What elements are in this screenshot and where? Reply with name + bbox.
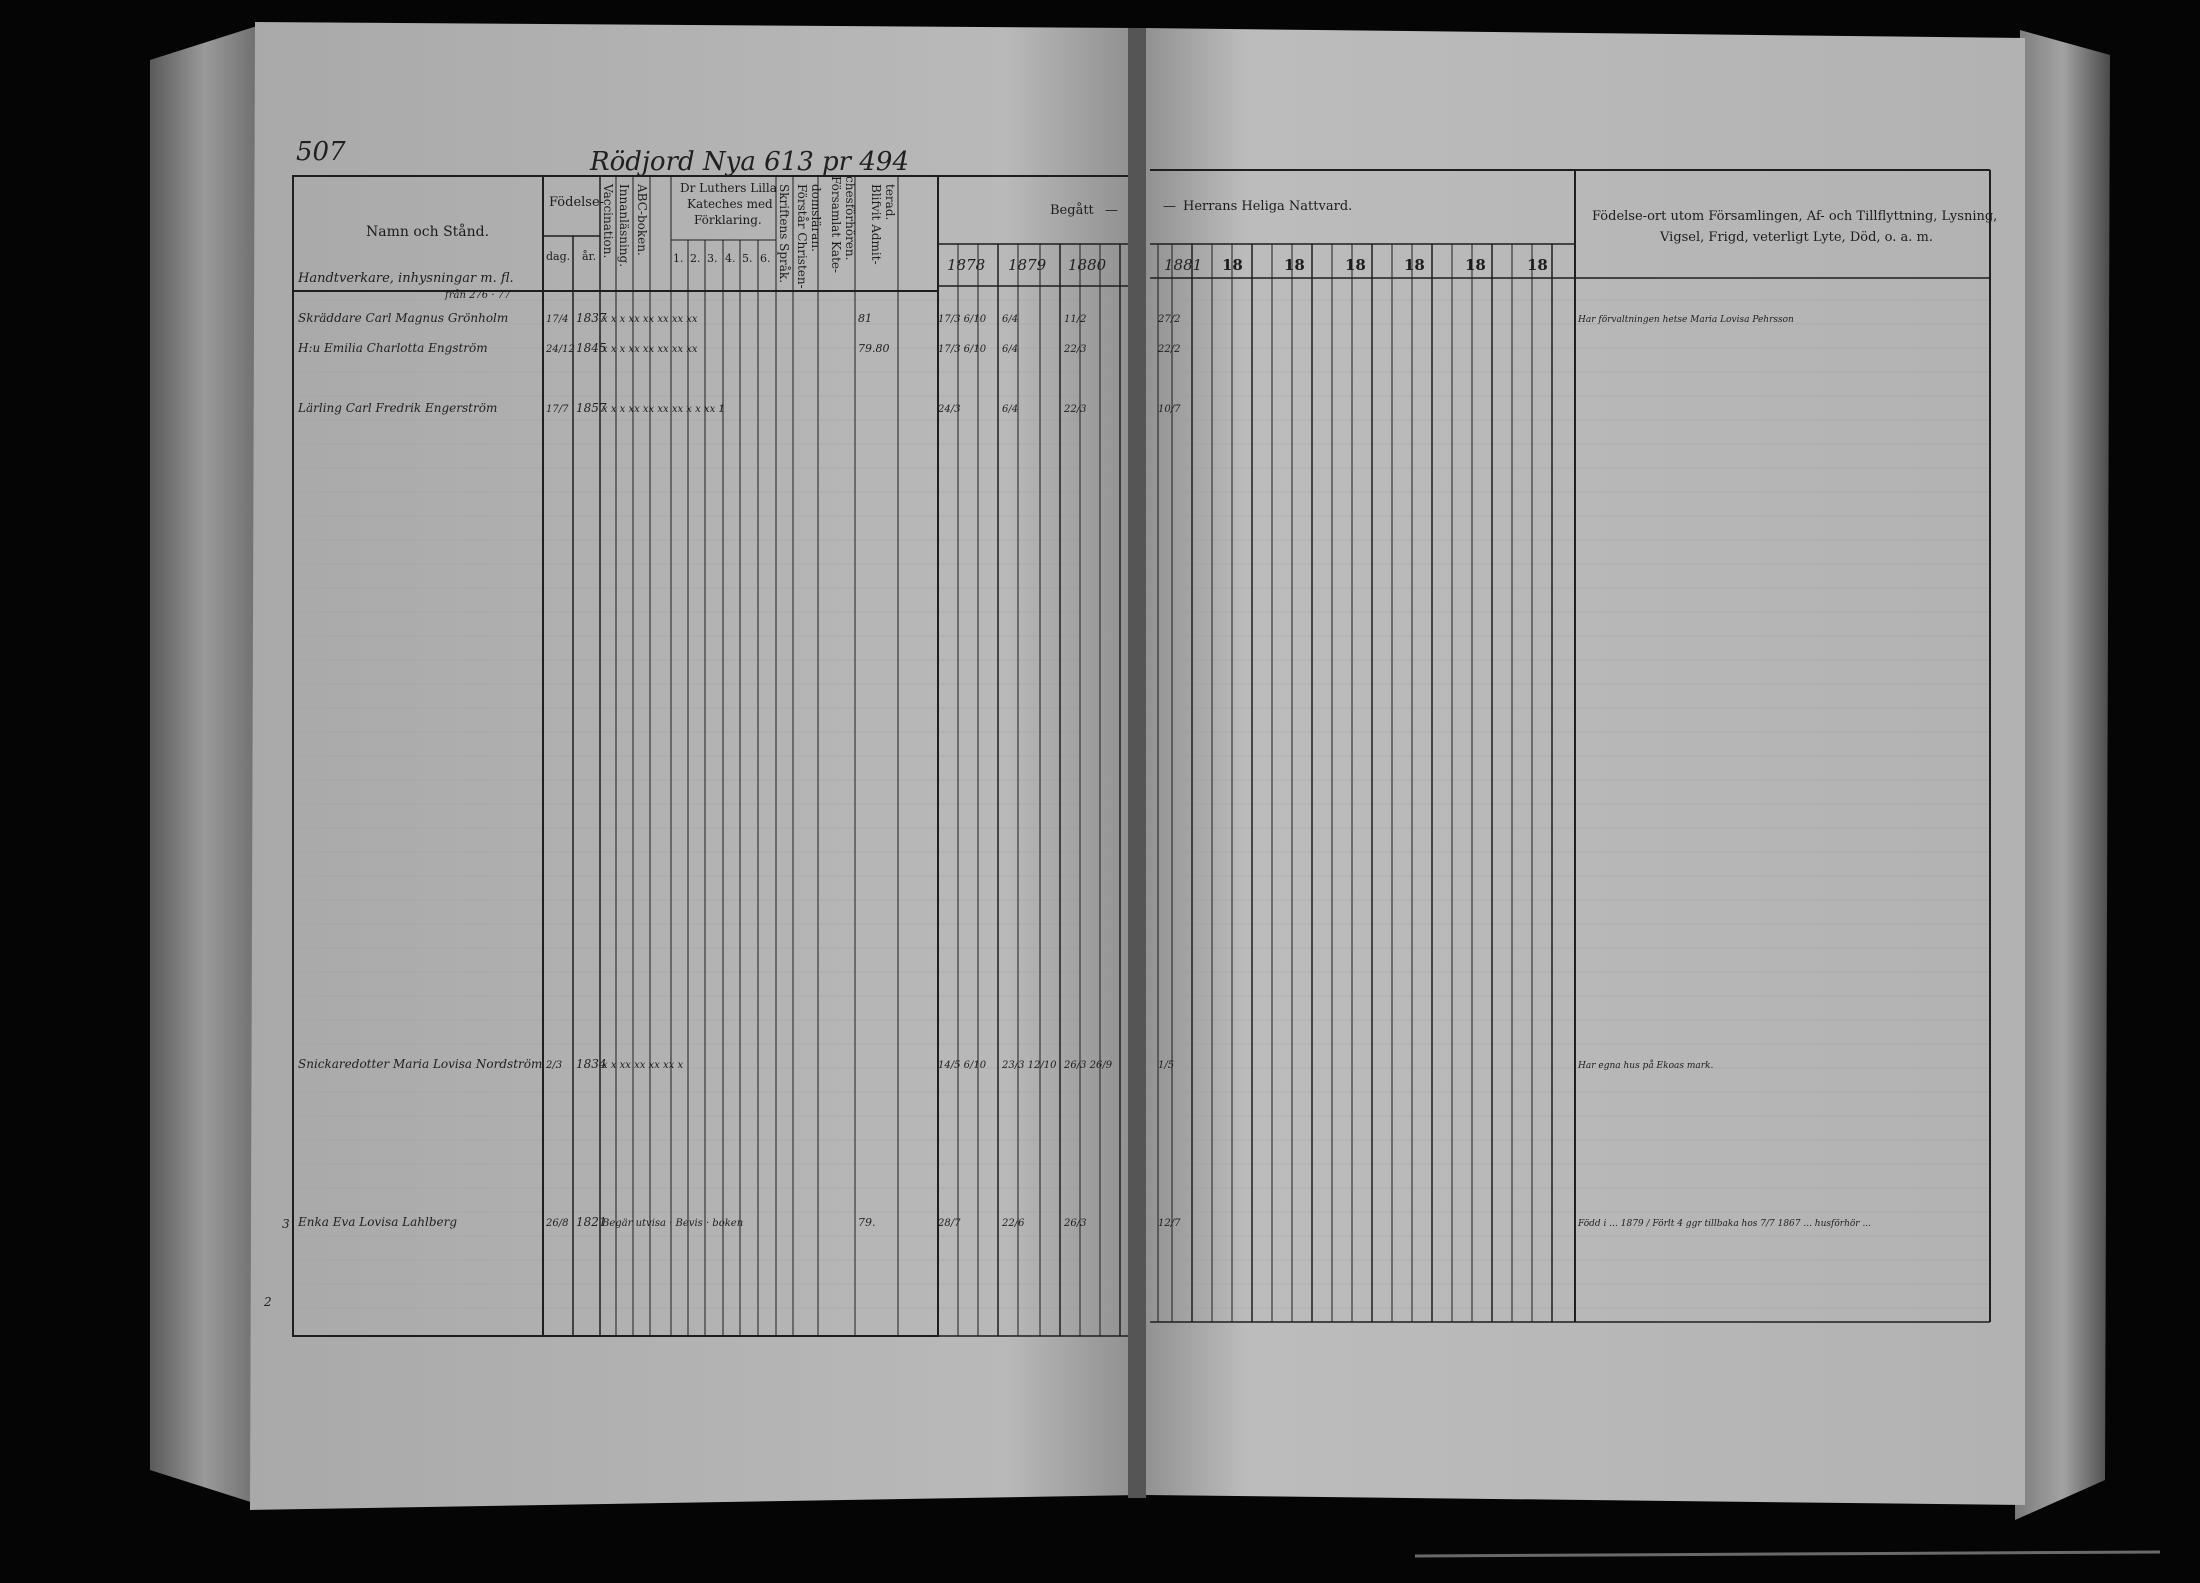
header-name: Namn och Stånd. <box>366 224 490 240</box>
book-gutter <box>1128 28 1146 1498</box>
entry-1878: 24/3 <box>938 404 961 415</box>
right-page <box>1140 28 2025 1505</box>
left-page <box>250 22 1140 1510</box>
entry-1879: 6/4 <box>1002 314 1019 325</box>
entry-1881: 12/7 <box>1158 1218 1181 1229</box>
entry-birth-year: 1845 <box>576 341 607 355</box>
year-header-10: 18 <box>1527 256 1548 274</box>
header-abc: ABC-boken. <box>635 184 649 256</box>
page-number: 507 <box>296 137 346 167</box>
header-day: dag. <box>546 250 571 263</box>
header-forstar-2: domsläran. <box>809 184 823 252</box>
entry-marks: x x x xx xx xx xx x x xx 1 <box>602 404 725 415</box>
entry-marks: x x x xx xx xx xx xx <box>602 344 698 355</box>
luther-number-3: 3. <box>707 252 718 265</box>
entry-note: Har förvaltningen hetse Maria Lovisa Pehrsson <box>1578 315 1794 325</box>
header-luther-1: Dr Luthers Lilla <box>680 181 777 195</box>
header-forstar-1: Förstår Christen- <box>795 184 809 289</box>
entry-1879: 6/4 <box>1002 404 1019 415</box>
entry-1881: 1/5 <box>1158 1060 1175 1071</box>
left-page-edge <box>150 25 260 1505</box>
year-header-4: 1881 <box>1164 256 1203 274</box>
header-right-col-2: Vigsel, Frigd, veterligt Lyte, Död, o. a. m. <box>1660 230 1933 245</box>
entry-name: Skräddare Carl Magnus Grönholm <box>298 311 509 325</box>
entry-note: Född i ... 1879 / Förlt 4 ggr tillbaka hos 7/7 1867 ... husförhör ... <box>1578 1219 1872 1229</box>
year-header-1: 1878 <box>947 256 986 274</box>
entry-birth-day: 26/8 <box>546 1218 569 1229</box>
page-heading: Rödjord Nya 613 pr 494 <box>590 147 909 177</box>
entry-1879: 6/4 <box>1002 344 1019 355</box>
entry-birth-year: 1857 <box>576 401 607 415</box>
header-luther-3: Förklaring. <box>694 213 762 227</box>
entry-forsamlat: 81 <box>858 312 872 325</box>
header-forsamlat-2: chesförhören. <box>843 176 857 261</box>
bottom-ruler <box>1415 1552 2160 1556</box>
entry-1881: 22/2 <box>1158 344 1181 355</box>
right-page-edge <box>2015 30 2110 1520</box>
entry-1881: 27/2 <box>1158 314 1181 325</box>
entry-1880: 22/3 <box>1064 404 1087 415</box>
entry-birth-year: 1834 <box>576 1057 607 1071</box>
header-begatt: Begått <box>1050 203 1094 218</box>
entry-birth-day: 2/3 <box>546 1060 563 1071</box>
top-note: Handtverkare, inhysningar m. fl. <box>298 271 514 286</box>
entry-marks: x x xx xx xx xx x <box>602 1060 684 1071</box>
entry-forsamlat: 79.80 <box>858 342 890 355</box>
year-header-3: 1880 <box>1068 256 1107 274</box>
luther-number-2: 2. <box>690 252 701 265</box>
entry-birth-year: 1821 <box>576 1215 607 1229</box>
entry-1879: 23/3 12/10 <box>1002 1060 1057 1071</box>
header-blifvit-2: terad. <box>883 184 897 221</box>
header-skriftens: Skriftens Språk. <box>777 184 791 284</box>
year-header-7: 18 <box>1345 256 1366 274</box>
entry-forsamlat: 79. <box>858 1216 876 1229</box>
header-year: år. <box>582 250 597 263</box>
year-header-9: 18 <box>1465 256 1486 274</box>
entry-note: Har egna hus på Ekoas mark. <box>1578 1061 1714 1071</box>
entry-name: Snickaredotter Maria Lovisa Nordström <box>298 1057 543 1071</box>
header-innanlasning: Innanläsning. <box>617 184 631 268</box>
header-luther-2: Kateches med <box>687 197 773 211</box>
entry-marks: x x x xx xx xx xx xx <box>602 314 698 325</box>
luther-number-6: 6. <box>760 252 771 265</box>
margin-number-1: 3 <box>282 1217 290 1231</box>
margin-number-2: 2 <box>264 1295 272 1309</box>
year-header-6: 18 <box>1284 256 1305 274</box>
year-header-2: 1879 <box>1008 256 1047 274</box>
entry-birth-day: 24/12 <box>546 344 575 355</box>
year-header-8: 18 <box>1404 256 1425 274</box>
header-dash-left: — <box>1105 203 1118 218</box>
entry-birth-year: 1837 <box>576 311 607 325</box>
entry-1880: 26/3 26/9 <box>1064 1060 1113 1071</box>
header-forsamlat-1: Församlat Kate- <box>829 176 843 274</box>
entry-1879: 22/6 <box>1002 1218 1025 1229</box>
top-note-2: från 276 · 77 <box>445 290 511 301</box>
header-right-col-1: Födelse-ort utom Församlingen, Af- och Tillflyttning, Lysning, <box>1592 209 1998 224</box>
entry-birth-day: 17/4 <box>546 314 569 325</box>
entry-birth-day: 17/7 <box>546 404 569 415</box>
year-header-5: 18 <box>1222 256 1243 274</box>
entry-1881: 10/7 <box>1158 404 1181 415</box>
luther-number-4: 4. <box>725 252 736 265</box>
entry-1878: 28/7 <box>938 1218 961 1229</box>
entry-1880: 26/3 <box>1064 1218 1087 1229</box>
entry-name: H:u Emilia Charlotta Engström <box>298 341 488 355</box>
header-blifvit-1: Blifvit Admit- <box>869 184 883 265</box>
header-birth: Födelse- <box>549 195 605 210</box>
luther-number-5: 5. <box>742 252 753 265</box>
entry-1878: 17/3 6/10 <box>938 344 987 355</box>
header-dash-right: — <box>1163 199 1176 214</box>
entry-1880: 11/2 <box>1064 314 1087 325</box>
luther-number-1: 1. <box>673 252 684 265</box>
entry-1878: 14/5 6/10 <box>938 1060 987 1071</box>
header-vaccination: Vaccination. <box>601 184 615 259</box>
header-herrans: Herrans Heliga Nattvard. <box>1183 199 1353 214</box>
entry-name: Enka Eva Lovisa Lahlberg <box>298 1215 458 1229</box>
entry-1880: 22/3 <box>1064 344 1087 355</box>
entry-name: Lärling Carl Fredrik Engerström <box>298 401 498 415</box>
entry-1878: 17/3 6/10 <box>938 314 987 325</box>
entry-marks: Begär utvisa · Bevis · boken <box>602 1218 744 1229</box>
